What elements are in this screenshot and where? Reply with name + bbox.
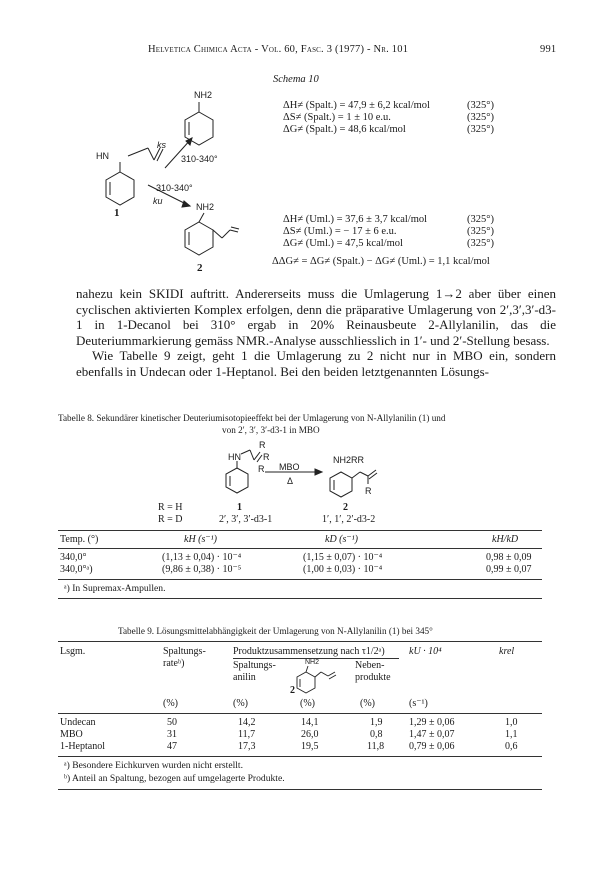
t8-legend-c1-h: 1 — [237, 502, 242, 513]
t9-r3-c2: 19,5 — [301, 741, 319, 752]
t9-r1-krel: 1,0 — [505, 717, 518, 728]
t9-r1-anilin: 14,2 — [238, 717, 256, 728]
t9-r1-neben: 1,9 — [370, 717, 383, 728]
t8-label-r-b: R — [263, 452, 270, 462]
t9-r1-ku: 1,29 ± 0,06 — [409, 717, 455, 728]
t9-unit-1: (%) — [163, 698, 178, 709]
t9-header-neben-2: produkte — [355, 672, 391, 683]
label-nh2-bottom: NH2 — [196, 202, 215, 212]
table8-caption-1: Tabelle 8. Sekundärer kinetischer Deuteriumisotopieeffekt bei der Umlagerung von N-Allylanilin (1) und — [58, 413, 446, 423]
t8-r1-temp: 340,0° — [60, 552, 87, 563]
t8-label-delta: Δ — [287, 476, 294, 486]
t9-header-spalt-anilin-1: Spaltungs- — [233, 660, 276, 671]
t8-r2-ratio: 0,99 ± 0,07 — [486, 564, 532, 575]
t8-header-kd: kD (s⁻¹) — [325, 534, 358, 545]
t8-label-nh2rr: NH2RR — [333, 455, 365, 465]
t9-header-spalt-rate-2: rateᵇ) — [163, 658, 185, 669]
t9-header-neben-1: Neben- — [355, 660, 385, 671]
t8-legend-r-h: R = H — [158, 502, 183, 513]
t8-label-r-d: R — [365, 486, 372, 496]
t8-legend-c2-h: 2 — [343, 502, 348, 513]
t9-r2-ku: 1,47 ± 0,07 — [409, 729, 455, 740]
t9-r2-anilin: 11,7 — [238, 729, 256, 740]
t9-unit-2: (%) — [233, 698, 248, 709]
page-number: 991 — [540, 44, 557, 55]
label-hn: HN — [96, 151, 109, 161]
t9-header-spalt-rate-1: Spaltungs- — [163, 646, 206, 657]
t9-r1-rate: 50 — [167, 717, 177, 728]
t9-unit-4: (%) — [360, 698, 375, 709]
paragraph-2: Wie Tabelle 9 zeigt, geht 1 die Umlagerung zu 2 nicht nur in MBO ein, sondern ebenfalls in Undecan oder 1-Heptanol. Bei den beiden letztgenannten Lösungs- — [76, 348, 556, 379]
t9-r2-c2: 26,0 — [301, 729, 319, 740]
t8-legend-c2-d: 1′, 1′, 2′-d3-2 — [322, 514, 376, 525]
eq-delta-delta: ΔΔG≠ = ΔG≠ (Spalt.) − ΔG≠ (Uml.) = 1,1 kcal/mol — [272, 256, 490, 267]
t9-r3-anilin: 17,3 — [238, 741, 256, 752]
t9-footnote-b: ᵇ) Anteil an Spaltung, bezogen auf umgelagerte Produkte. — [64, 773, 285, 784]
t9-unit-3: (%) — [300, 698, 315, 709]
t9-rule-end — [58, 789, 542, 790]
t8-r1-kd: (1,15 ± 0,07) · 10⁻⁴ — [303, 552, 383, 563]
t8-r2-kh: (9,86 ± 0,38) · 10⁻⁵ — [162, 564, 242, 575]
t8-r1-ratio: 0,98 ± 0,09 — [486, 552, 532, 563]
t9-r3-rate: 47 — [167, 741, 177, 752]
t9-r3-neben: 11,8 — [367, 741, 385, 752]
t9-label-compound-2: 2 — [290, 685, 295, 696]
t9-r3-krel: 0,6 — [505, 741, 518, 752]
t8-label-hn: HN — [228, 452, 241, 462]
t9-header-lsgm: Lsgm. — [60, 646, 86, 657]
t9-label-nh2: NH2 — [305, 659, 320, 666]
t8-r2-kd: (1,00 ± 0,03) · 10⁻⁴ — [303, 564, 383, 575]
t8-label-mbo: MBO — [279, 462, 300, 472]
t9-r2-krel: 1,1 — [505, 729, 518, 740]
t9-r2-lsgm: MBO — [60, 729, 83, 740]
journal-header: Helvetica Chimica Acta - Vol. 60, Fasc. 3 (1977) - Nr. 101 — [148, 44, 409, 55]
t9-r2-neben: 0,8 — [370, 729, 383, 740]
t8-label-r-a: R — [259, 440, 266, 450]
paragraph-1: nahezu kein SKIDI auftritt. Andererseits muss die Umlagerung 1→2 aber über einen cyclischen aktivierten Komplex erfolgen, denn die präparative Umlagerung von 2′,3′,3′-d3-1 in 1-Decanol bei 310° ergab in 20% Reinausbeute 2-Allylanilin, das die Deuteriummarkierung gemäss NMR.-Analyse ausschliesslich in 1′- und 2′-Stellung besass. — [76, 286, 556, 348]
t9-header-spalt-anilin-2: anilin — [233, 672, 256, 683]
table9-caption: Tabelle 9. Lösungsmittelabhängigkeit der Umlagerung von N-Allylanilin (1) bei 345° — [118, 626, 433, 636]
label-ks: ks — [157, 140, 166, 150]
t8-r1-kh: (1,13 ± 0,04) · 10⁻⁴ — [162, 552, 242, 563]
label-compound-1: 1 — [114, 207, 120, 219]
t8-header-ratio: kH/kD — [492, 534, 519, 545]
t9-r2-rate: 31 — [167, 729, 177, 740]
t8-r2-temp: 340,0°ᵃ) — [60, 564, 93, 575]
t9-rule-mid — [58, 713, 542, 714]
t9-footnote-a: ᵃ) Besondere Eichkurven wurden nicht erstellt. — [64, 760, 243, 771]
t9-r1-lsgm: Undecan — [60, 717, 96, 728]
t9-header-krel: krel — [499, 646, 515, 657]
t9-header-product-group: Produktzusammensetzung nach τ1/2ᵃ) — [233, 646, 385, 657]
t9-unit-5: (s⁻¹) — [409, 698, 428, 709]
label-nh2-top: NH2 — [194, 90, 213, 100]
label-compound-2: 2 — [197, 262, 203, 274]
t9-r3-lsgm: 1-Heptanol — [60, 741, 105, 752]
t8-legend-c1-d: 2′, 3′, 3′-d3-1 — [219, 514, 273, 525]
label-ku: ku — [153, 196, 163, 206]
schema-title: Schema 10 — [273, 74, 319, 85]
t8-footnote: ᵃ) In Supremax-Ampullen. — [64, 583, 166, 594]
t8-header-temp: Temp. (°) — [60, 534, 99, 545]
t9-r3-ku: 0,79 ± 0,06 — [409, 741, 455, 752]
t8-header-kh: kH (s⁻¹) — [184, 534, 217, 545]
t9-rule-bottom — [58, 756, 542, 757]
label-temp-upper: 310-340° — [181, 154, 218, 164]
t8-legend-r-d: R = D — [158, 514, 183, 525]
label-temp-lower: 310-340° — [156, 183, 193, 193]
t8-label-r-c: R — [258, 464, 265, 474]
table8-caption-2: von 2′, 3′, 3′-d3-1 in MBO — [222, 425, 320, 435]
t9-r1-c2: 14,1 — [301, 717, 319, 728]
t9-header-ku: kU · 10⁴ — [409, 646, 442, 657]
